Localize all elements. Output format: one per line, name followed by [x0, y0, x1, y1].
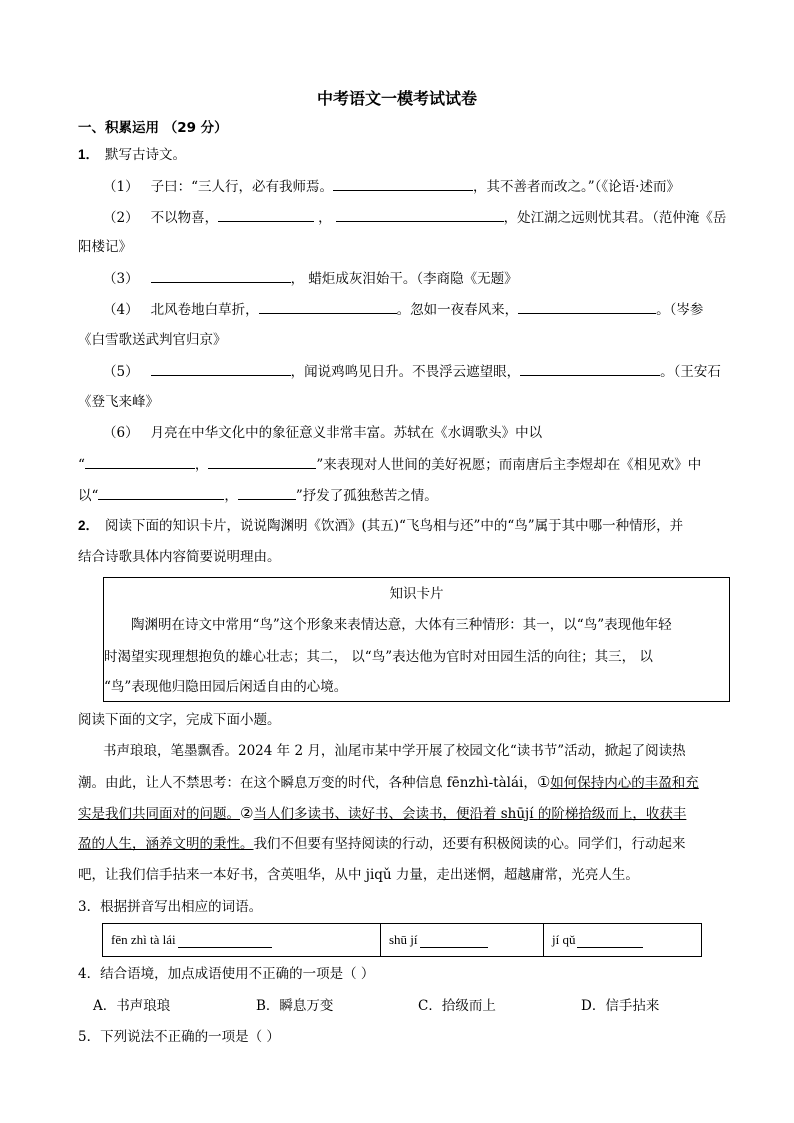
answer-blank[interactable]: [238, 485, 296, 500]
passage-line: [78, 834, 686, 854]
question-3-stem: 3．根据拼音写出相应的词语。: [78, 899, 263, 915]
circled-number-2: ②: [240, 804, 254, 822]
question-text: 以“: [78, 488, 99, 504]
pinyin-text: fēn zhì tà lái: [111, 932, 176, 947]
option-a[interactable]: A．书声琅琅: [93, 998, 171, 1014]
verse-text: ，其不善者而改之。”（《论语·述而》: [473, 179, 680, 195]
question-2-stem: [78, 516, 683, 536]
card-text: 时渴望实现理想抱负的雄心壮志；其二， 以“鸟”表达他为官时对田园生活的向往；其三， 以: [104, 649, 653, 665]
underlined-pinyin: shūjí: [496, 806, 538, 822]
verse-text: 不以物喜，: [150, 210, 219, 226]
q1-sub-4-cont: 《白雪歌送武判官归京》: [78, 332, 227, 348]
q1-sub-2-cont: 阳楼记》: [78, 239, 132, 255]
answer-blank[interactable]: [420, 933, 488, 948]
verse-text: 。忽如一夜春风来，: [396, 302, 519, 318]
sub-number: （1）: [103, 179, 139, 195]
answer-blank[interactable]: [85, 454, 195, 469]
passage-line: 吧，让我们信手拈来一本好书，含英咀华，从中 jiqǔ 力量，走出迷惘，超越庸常，光亮人生。: [78, 867, 639, 883]
q1-sub-4: [103, 299, 703, 320]
verse-text: 北风卷地白草折，: [150, 302, 259, 318]
passage-line: [78, 772, 699, 793]
sub-number: （2）: [103, 210, 139, 226]
question-number: 1．: [78, 147, 100, 162]
pinyin-cell: [543, 924, 701, 956]
pinyin-cell: [103, 924, 380, 956]
underlined-sentence: 如何保持内心的丰盈和充: [550, 775, 699, 791]
underlined-sentence: 当人们多读书、读好书、会读书，便沿着: [253, 806, 497, 822]
card-title: 知识卡片: [389, 586, 444, 602]
verse-text: ，处江湖之远则忧其君。（范仲淹《岳: [503, 210, 727, 226]
q1-sub-3: [103, 268, 518, 289]
q1-sub-5: [103, 361, 721, 382]
q1-sub-6-cont: [78, 454, 701, 475]
knowledge-card: [103, 577, 730, 702]
pinyin-table: [102, 923, 702, 957]
option-b[interactable]: B．瞬息万变: [256, 998, 334, 1014]
answer-blank[interactable]: [333, 176, 473, 191]
verse-text: ，闻说鸡鸣见日升。不畏浮云遮望眼，: [290, 364, 521, 380]
pinyin-text: jí qǔ: [552, 932, 576, 947]
question-1-stem: [78, 145, 186, 165]
answer-blank[interactable]: [178, 933, 272, 948]
passage-line: [78, 803, 686, 824]
underlined-sentence: 的阶梯拾级而上，收获丰: [537, 806, 687, 822]
answer-blank[interactable]: [151, 361, 291, 376]
verse-text: ， 蜡炬成灰泪始干。（李商隐《无题》: [290, 271, 518, 287]
question-text: 默写古诗文。: [105, 147, 187, 163]
q1-sub-2: [103, 207, 726, 228]
answer-blank[interactable]: [259, 299, 397, 314]
reading-intro: 阅读下面的文字，完成下面小题。: [78, 712, 281, 728]
answer-blank[interactable]: [98, 485, 224, 500]
passage-line: 书声琅琅，笔墨飘香。2024 年 2 月，汕尾市某中学开展了校园文化“读书节”活动，掀起了阅读热: [103, 743, 686, 759]
question-text: ，: [194, 457, 209, 473]
sub-number: （6）: [103, 425, 139, 441]
question-text: ”来表现对人世间的美好祝愿；而南唐后主李煜却在《相见欢》中: [316, 457, 702, 473]
answer-blank[interactable]: [520, 361, 660, 376]
question-2-stem-cont: 结合诗歌具体内容简要说明理由。: [78, 549, 281, 565]
question-number: 2．: [78, 518, 100, 533]
question-text: 阅读下面的知识卡片，说说陶渊明《饮酒》(其五)“飞鸟相与还”中的“鸟”属于其中哪一种情形，并: [105, 518, 684, 534]
verse-text: ，: [318, 210, 332, 226]
card-text: 陶渊明在诗文中常用“鸟”这个形象来表情达意，大体有三种情形：其一，以“鸟”表现他年轻: [131, 617, 672, 633]
card-text: “鸟”表现他归隐田园后闲适自由的心境。: [104, 679, 348, 695]
sub-number: （3）: [103, 271, 139, 287]
q1-sub-6-cont2: [78, 485, 438, 506]
question-4-stem: 4．结合语境，加点成语使用不正确的一项是（ ）: [78, 966, 375, 982]
answer-blank[interactable]: [577, 933, 643, 948]
question-5-stem: 5．下列说法不正确的一项是（ ）: [78, 1029, 280, 1045]
answer-blank[interactable]: [218, 207, 314, 222]
answer-blank[interactable]: [336, 207, 504, 222]
circled-number-1: ①: [536, 773, 551, 791]
verse-text: 子曰：“三人行，必有我师焉。: [150, 179, 333, 195]
question-text: ，: [224, 488, 238, 504]
passage-text: 潮。由此，让人不禁思考：在这个瞬息万变的时代，各种信息 fēnzhì-tàlái，: [78, 775, 537, 791]
question-text: 月亮在中华文化中的象征意义非常丰富。苏轼在《水调歌头》中以: [150, 425, 543, 441]
sub-number: （5）: [103, 364, 139, 380]
q1-sub-1: [103, 176, 680, 197]
q1-sub-6: [103, 423, 542, 443]
option-d[interactable]: D．信手拈来: [581, 998, 660, 1014]
answer-blank[interactable]: [151, 268, 291, 283]
underlined-sentence: 实是我们共同面对的问题。: [78, 806, 240, 822]
question-text: ”抒发了孤独愁苦之情。: [295, 488, 438, 504]
verse-text: 。（岑参: [656, 302, 704, 318]
sub-number: （4）: [103, 302, 139, 318]
pinyin-text: shū jí: [389, 932, 418, 947]
quote-mark: “: [78, 457, 85, 473]
verse-text: 。（王安石: [660, 364, 721, 380]
answer-blank[interactable]: [518, 299, 656, 314]
section-heading: 一、积累运用 （29 分）: [78, 120, 228, 136]
option-c[interactable]: C．拾级而上: [418, 998, 496, 1014]
q1-sub-5-cont: 《登飞来峰》: [78, 394, 159, 410]
underlined-sentence: 盈的人生，涵养文明的秉性。: [78, 836, 254, 852]
page-title: 中考语文一模考试试卷: [316, 89, 477, 108]
passage-text: 我们不但要有坚持阅读的行动，还要有积极阅读的心。同学们，行动起来: [253, 836, 686, 852]
pinyin-cell: [380, 924, 543, 956]
answer-blank[interactable]: [208, 454, 316, 469]
